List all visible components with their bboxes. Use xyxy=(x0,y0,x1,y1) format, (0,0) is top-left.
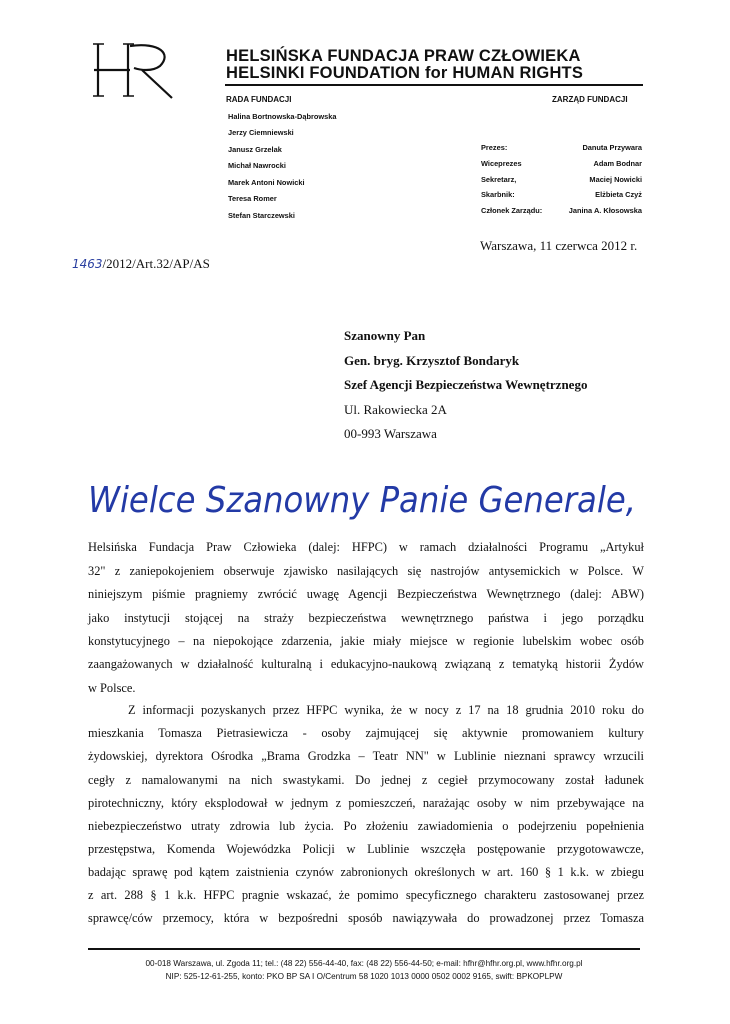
board-member: Danuta Przywara xyxy=(582,143,642,152)
board-title: ZARZĄD FUNDACJI xyxy=(552,95,628,104)
body-line: cegły z namalowanymi na nich swastykami. Do jednej z cegieł przymocowany został ładunek xyxy=(88,773,644,787)
board-member: Janina A. Kłosowska xyxy=(568,206,642,215)
body-line: sprawcę/ców przemocy, która w bezpośredni sposób nawiązywała do prowadzonej przez Tomasza xyxy=(88,911,644,925)
footer-bank-details: NIP: 525-12-61-255, konto: PKO BP SA I O/Centrum 58 1020 1013 0000 0502 0002 9165, swift: BPKOPLPW xyxy=(165,972,563,981)
address-line: Ul. Rakowiecka 2A xyxy=(344,402,447,417)
body-line: zaangażowanych w działalność kulturalną i edukacyjno-naukową związaną z tematyką historii Żydów xyxy=(88,657,644,671)
body-line: konstytucyjnego – na niepokojące zdarzenia, jakie miały miejsce w regionie lubelskim wobec osób xyxy=(88,634,644,648)
org-name-polish: HELSIŃSKA FUNDACJA PRAW CZŁOWIEKA xyxy=(226,47,581,65)
body-line: badając sprawę pod kątem zaistnienia czynów zabronionych określonych w art. 160 § 1 k.k. w zbiegu xyxy=(88,865,644,879)
council-member: Michał Nawrocki xyxy=(228,161,286,170)
address-line: Szef Agencji Bezpieczeństwa Wewnętrznego xyxy=(344,377,588,392)
council-member: Halina Bortnowska-Dąbrowska xyxy=(228,112,337,121)
address-line: Szanowny Pan xyxy=(344,328,426,343)
address-line: 00-993 Warszawa xyxy=(344,426,437,441)
reference-number xyxy=(72,256,210,272)
body-line: 32" z zaniepokojeniem obserwuje zjawisko nasilających się nastrojów antysemickich w Polsce. W xyxy=(88,564,644,578)
council-title: RADA FUNDACJI xyxy=(226,95,292,104)
body-line: Helsińska Fundacja Praw Człowieka (dalej: HFPC) w ramach działalności Programu „Artykuł xyxy=(88,540,644,554)
footer-divider xyxy=(88,948,640,950)
body-line: mieszkania Tomasza Pietrasiewicza - osoby zajmującej się aktywnie promowaniem kultury xyxy=(88,726,644,740)
header-divider xyxy=(225,84,643,86)
body-line: niebezpieczeństwo utraty zdrowia lub życia. Po złożeniu zawiadomienia o podejrzeniu popełnienia xyxy=(88,819,644,833)
body-line: jako instytucji stojącej na straży bezpieczeństwa wewnętrznego państwa i jego porządku xyxy=(88,611,644,625)
board-member: Adam Bodnar xyxy=(593,159,642,168)
body-line: w Polsce. xyxy=(88,681,136,695)
foundation-logo xyxy=(90,40,190,100)
body-line: Z informacji pozyskanych przez HFPC wynika, że w nocy z 17 na 18 grudnia 2010 roku do xyxy=(128,703,644,717)
reference-handwritten: 1463 xyxy=(72,257,103,271)
reference-printed: /2012/Art.32/AP/AS xyxy=(102,256,210,271)
council-member: Teresa Romer xyxy=(228,194,277,203)
board-role: Skarbnik: xyxy=(481,190,515,199)
body-line: żydowskiej, dyrektora Ośrodka „Brama Grodzka – Teatr NN" w Lublinie nieznani sprawcy wrzucili xyxy=(88,749,644,763)
board-role: Wiceprezes xyxy=(481,159,522,168)
board-member: Elżbieta Czyż xyxy=(595,190,642,199)
handwritten-salutation xyxy=(84,468,644,528)
salutation-text: Wielce Szanowny Panie Generale, xyxy=(88,480,636,521)
body-line: niniejszym piśmie pragniemy zwrócić uwagę Agencji Bezpieczeństwa Wewnętrznego (dalej: ABW) xyxy=(88,587,644,601)
body-line: przestępstwa, Komenda Wojewódzka Policji w Lublinie wszczęła postępowanie przygotowawcze, xyxy=(88,842,644,856)
org-name-english: HELSINKI FOUNDATION for HUMAN RIGHTS xyxy=(226,64,584,82)
council-member: Stefan Starczewski xyxy=(228,211,295,220)
body-line: z art. 288 § 1 k.k. HFPC pragnie wskazać, że pomimo specyficznego charakteru zastosowanej przez xyxy=(88,888,644,902)
board-role: Sekretarz, xyxy=(481,175,517,184)
letter-date: Warszawa, 11 czerwca 2012 r. xyxy=(480,238,638,253)
council-member: Janusz Grzelak xyxy=(228,145,282,154)
board-role: Członek Zarządu: xyxy=(481,206,543,215)
footer-address: 00-018 Warszawa, ul. Zgoda 11; tel.: (48 22) 556-44-40, fax: (48 22) 556-44-50; e-mail: hfhr@hfhr.org.pl, www.hfhr.org.pl xyxy=(145,959,583,968)
body-line: pirotechniczny, który eksplodował w jednym z pomieszczeń, narażając osoby w nim przebywające na xyxy=(88,796,644,810)
board-role: Prezes: xyxy=(481,143,508,152)
council-member: Jerzy Ciemniewski xyxy=(228,128,294,137)
board-member: Maciej Nowicki xyxy=(589,175,642,184)
address-line: Gen. bryg. Krzysztof Bondaryk xyxy=(344,353,520,368)
council-member: Marek Antoni Nowicki xyxy=(228,178,305,187)
